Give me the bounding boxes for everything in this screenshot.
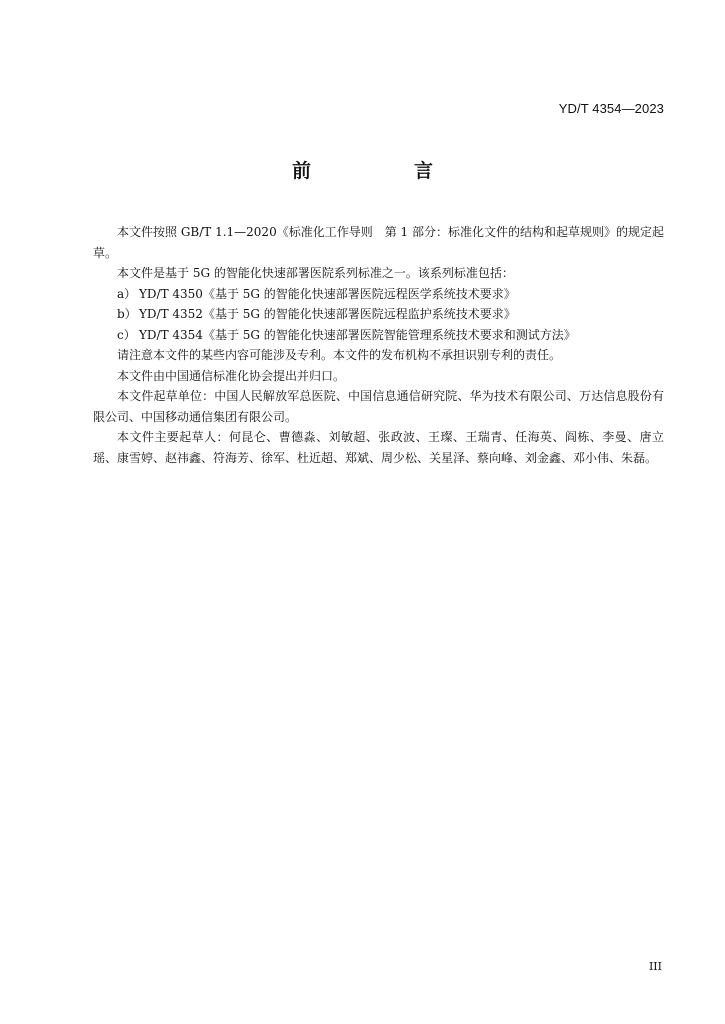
paragraph-drafting-rule: 本文件按照 GB/T 1.1—2020《标准化工作导则 第 1 部分：标准化文件的结构和起草规则》的规定起草。 <box>93 225 664 260</box>
paragraph-proposer: 本文件由中国通信标准化协会提出并归口。 <box>117 368 346 383</box>
list-marker-a: a） <box>117 286 137 301</box>
list-item-c <box>93 325 664 346</box>
list-marker-c: c） <box>117 327 136 342</box>
list-text-b: YD/T 4352《基于 5G 的智能化快速部署医院远程监护系统技术要求》 <box>139 307 516 321</box>
list-text-c: YD/T 4354《基于 5G 的智能化快速部署医院智能管理系统技术要求和测试方法》 <box>139 327 576 342</box>
list-item-a <box>93 284 664 305</box>
list-text-a: YD/T 4350《基于 5G 的智能化快速部署医院远程医学系统技术要求》 <box>139 286 516 301</box>
page-number: III <box>648 960 662 973</box>
list-marker-b: b） <box>117 307 137 321</box>
paragraph-series-intro: 本文件是基于 5G 的智能化快速部署医院系列标准之一。该系列标准包括： <box>117 266 514 280</box>
list-item-b <box>93 304 664 325</box>
document-code: YD/T 4354—2023 <box>558 101 664 116</box>
page-title: 前 言 <box>291 160 475 182</box>
paragraph-drafters: 本文件主要起草人：何昆仑、曹德淼、刘敏超、张政波、王璨、王瑞青、任海英、阎栋、李曼、唐立瑶、康雪婷、赵祎鑫、符海芳、徐军、杜近超、郑斌、周少松、关星泽、蔡向峰、刘金鑫、邓小伟、朱磊。 <box>93 430 664 465</box>
paragraph-drafting-units: 本文件起草单位：中国人民解放军总医院、中国信息通信研究院、华为技术有限公司、万达信息股份有限公司、中国移动通信集团有限公司。 <box>93 389 664 424</box>
foreword-body <box>93 222 664 468</box>
paragraph-patent-notice: 请注意本文件的某些内容可能涉及专利。本文件的发布机构不承担识别专利的责任。 <box>117 348 562 362</box>
